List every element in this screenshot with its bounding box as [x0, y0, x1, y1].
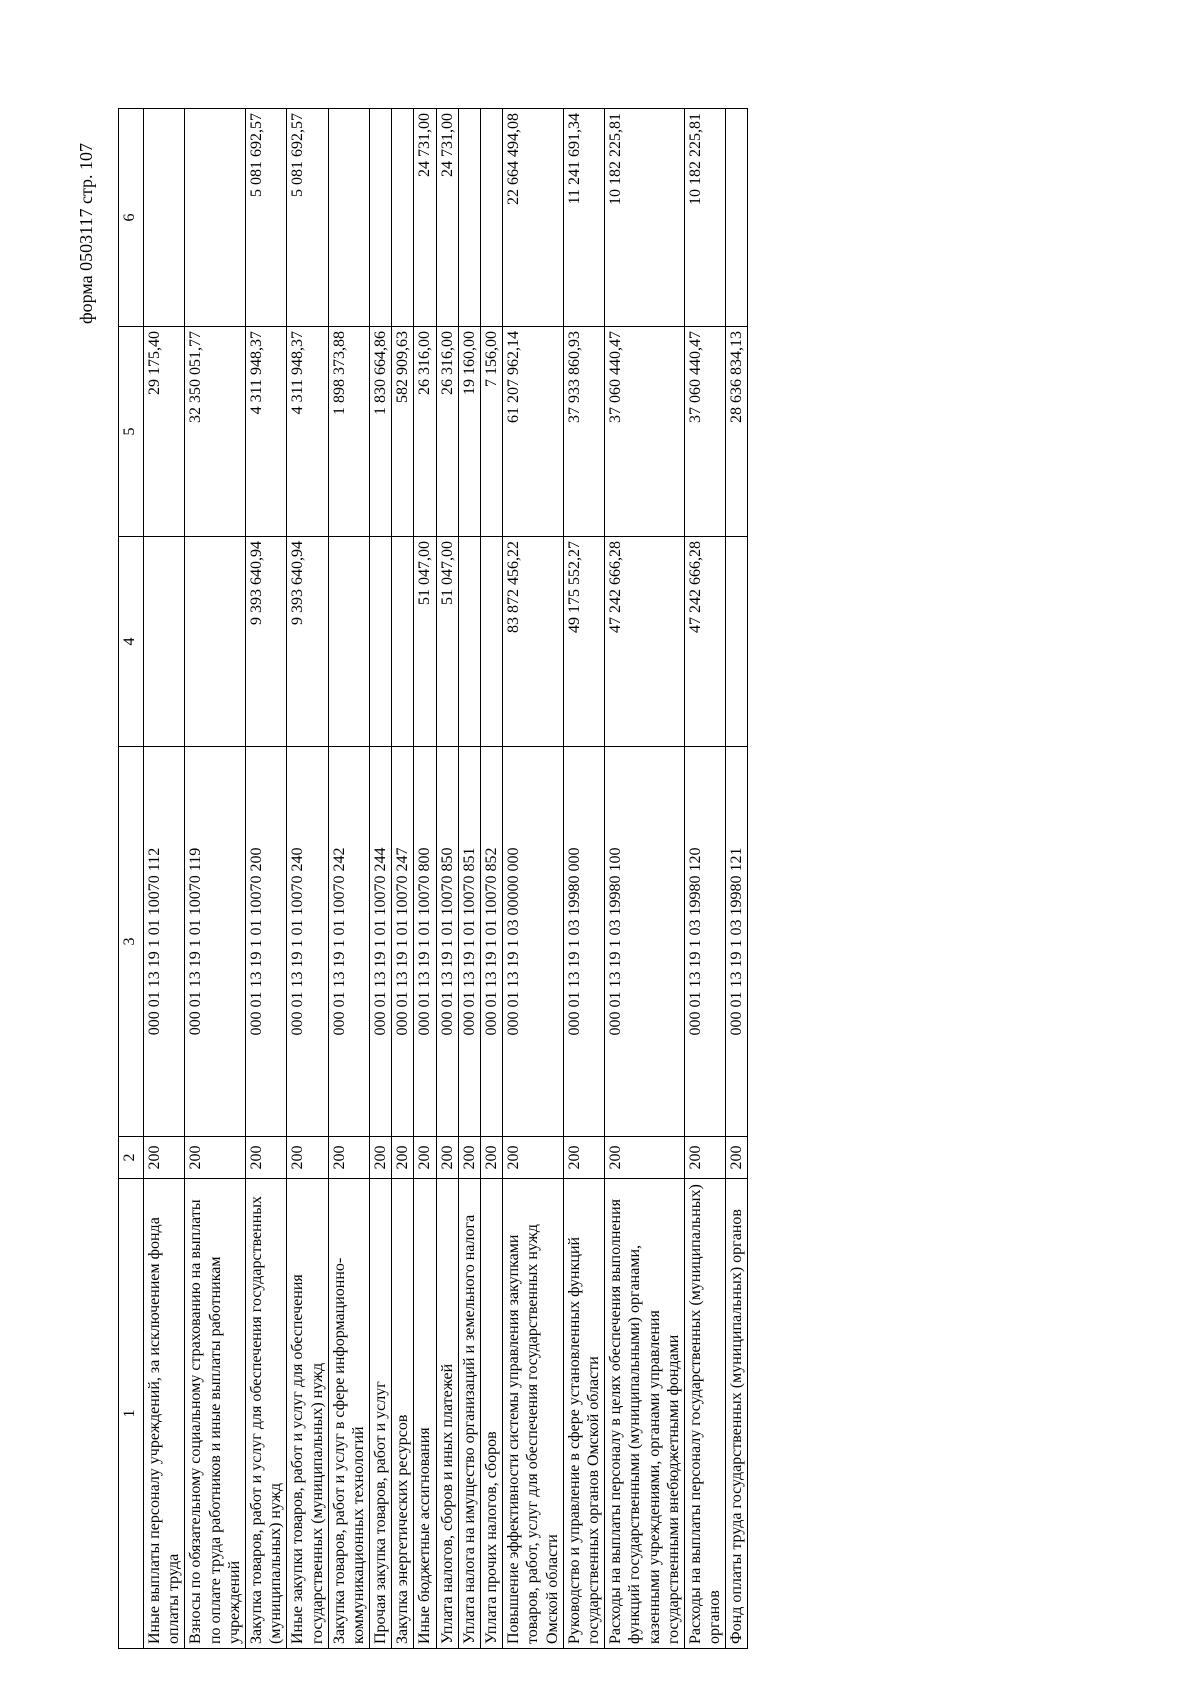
- table-row: [414, 109, 436, 1649]
- row-budget-code: 000 01 13 19 1 01 10070 851: [458, 747, 480, 1137]
- row-value-col6: 10 182 225,81: [605, 109, 685, 327]
- row-value-col4: 51 047,00: [436, 537, 458, 747]
- row-value-col5: 1 898 373,88: [328, 327, 369, 537]
- table-row: [436, 109, 458, 1649]
- row-value-col5: 582 909,63: [392, 327, 414, 537]
- column-header: 2: [119, 1137, 144, 1179]
- row-value-col4: [726, 537, 748, 747]
- row-value-col4: [392, 537, 414, 747]
- row-value-col5: 7 156,00: [481, 327, 503, 537]
- row-value-col6: 11 241 691,34: [563, 109, 604, 327]
- row-value-col5: 29 175,40: [144, 327, 185, 537]
- row-line-code: 200: [726, 1137, 748, 1179]
- row-value-col5: 28 636 834,13: [726, 327, 748, 537]
- row-value-col5: 61 207 962,14: [503, 327, 564, 537]
- column-header: 6: [119, 109, 144, 327]
- row-budget-code: 000 01 13 19 1 01 10070 852: [481, 747, 503, 1137]
- table-body: [144, 109, 748, 1649]
- row-value-col6: 5 081 692,57: [287, 109, 328, 327]
- row-budget-code: 000 01 13 19 1 01 10070 850: [436, 747, 458, 1137]
- row-name: Закупка товаров, работ и услуг в сфере информационно-коммуникационных технологий: [328, 1179, 369, 1649]
- table-row: [185, 109, 246, 1649]
- row-value-col4: [370, 537, 392, 747]
- row-budget-code: 000 01 13 19 1 01 10070 244: [370, 747, 392, 1137]
- row-name: Иные бюджетные ассигнования: [414, 1179, 436, 1649]
- row-value-col6: [458, 109, 480, 327]
- table-row: [726, 109, 748, 1649]
- table-row: [328, 109, 369, 1649]
- row-name: Прочая закупка товаров, работ и услуг: [370, 1179, 392, 1649]
- row-value-col4: 49 175 552,27: [563, 537, 604, 747]
- row-value-col5: 19 160,00: [458, 327, 480, 537]
- row-line-code: 200: [414, 1137, 436, 1179]
- table-row: [503, 109, 564, 1649]
- row-budget-code: 000 01 13 19 1 01 10070 242: [328, 747, 369, 1137]
- row-name: Повышение эффективности системы управления закупками товаров, работ, услуг для обеспечения государственных нужд Омской области: [503, 1179, 564, 1649]
- table-row: [684, 109, 725, 1649]
- row-name: Закупка товаров, работ и услуг для обеспечения государственных (муниципальных) нужд: [245, 1179, 286, 1649]
- row-line-code: 200: [605, 1137, 685, 1179]
- row-value-col6: [481, 109, 503, 327]
- row-value-col6: 22 664 494,08: [503, 109, 564, 327]
- row-budget-code: 000 01 13 19 1 01 10070 240: [287, 747, 328, 1137]
- row-value-col4: [144, 537, 185, 747]
- row-line-code: 200: [185, 1137, 246, 1179]
- row-value-col6: 10 182 225,81: [684, 109, 725, 327]
- row-line-code: 200: [481, 1137, 503, 1179]
- row-line-code: 200: [287, 1137, 328, 1179]
- row-line-code: 200: [503, 1137, 564, 1179]
- row-value-col4: 9 393 640,94: [287, 537, 328, 747]
- row-value-col5: 26 316,00: [436, 327, 458, 537]
- row-line-code: 200: [684, 1137, 725, 1179]
- table-row: [245, 109, 286, 1649]
- row-name: Уплата налогов, сборов и иных платежей: [436, 1179, 458, 1649]
- column-header: 5: [119, 327, 144, 537]
- row-budget-code: 000 01 13 19 1 03 19980 000: [563, 747, 604, 1137]
- row-value-col5: 4 311 948,37: [287, 327, 328, 537]
- column-number-row: [119, 109, 144, 1649]
- row-value-col6: 24 731,00: [436, 109, 458, 327]
- table-row: [144, 109, 185, 1649]
- row-value-col5: 4 311 948,37: [245, 327, 286, 537]
- row-budget-code: 000 01 13 19 1 01 10070 200: [245, 747, 286, 1137]
- table-row: [370, 109, 392, 1649]
- row-budget-code: 000 01 13 19 1 03 19980 100: [605, 747, 685, 1137]
- column-header: 3: [119, 747, 144, 1137]
- row-value-col6: [392, 109, 414, 327]
- row-line-code: 200: [370, 1137, 392, 1179]
- row-budget-code: 000 01 13 19 1 03 19980 121: [726, 747, 748, 1137]
- row-line-code: 200: [245, 1137, 286, 1179]
- row-name: Расходы на выплаты персоналу в целях обеспечения выполнения функций государственными (муниципальными) органами, казенными учреждениями, органами управления государственными внебюджетными фондами: [605, 1179, 685, 1649]
- table-row: [563, 109, 604, 1649]
- row-value-col6: [370, 109, 392, 327]
- table-row: [287, 109, 328, 1649]
- column-header: 4: [119, 537, 144, 747]
- row-line-code: 200: [392, 1137, 414, 1179]
- row-value-col4: 51 047,00: [414, 537, 436, 747]
- rotated-report-page: [118, 109, 1058, 1649]
- row-value-col6: [185, 109, 246, 327]
- row-value-col4: 9 393 640,94: [245, 537, 286, 747]
- expenses-table: [118, 108, 748, 1649]
- row-value-col6: [726, 109, 748, 327]
- row-line-code: 200: [328, 1137, 369, 1179]
- row-budget-code: 000 01 13 19 1 03 00000 000: [503, 747, 564, 1137]
- column-header: 1: [119, 1179, 144, 1649]
- row-value-col6: [328, 109, 369, 327]
- row-line-code: 200: [144, 1137, 185, 1179]
- row-name: Фонд оплаты труда государственных (муниципальных) органов: [726, 1179, 748, 1649]
- row-value-col5: 26 316,00: [414, 327, 436, 537]
- form-page-label: форма 0503117 стр. 107: [76, 142, 96, 324]
- row-value-col5: 32 350 051,77: [185, 327, 246, 537]
- row-value-col4: [458, 537, 480, 747]
- table-row: [605, 109, 685, 1649]
- row-value-col4: 47 242 666,28: [605, 537, 685, 747]
- table-row: [392, 109, 414, 1649]
- row-line-code: 200: [458, 1137, 480, 1179]
- row-value-col4: 47 242 666,28: [684, 537, 725, 747]
- row-value-col4: 83 872 456,22: [503, 537, 564, 747]
- table-row: [481, 109, 503, 1649]
- row-value-col6: 5 081 692,57: [245, 109, 286, 327]
- row-value-col4: [185, 537, 246, 747]
- row-budget-code: 000 01 13 19 1 01 10070 112: [144, 747, 185, 1137]
- row-budget-code: 000 01 13 19 1 01 10070 800: [414, 747, 436, 1137]
- row-name: Уплата прочих налогов, сборов: [481, 1179, 503, 1649]
- row-budget-code: 000 01 13 19 1 03 19980 120: [684, 747, 725, 1137]
- row-name: Иные выплаты персоналу учреждений, за исключением фонда оплаты труда: [144, 1179, 185, 1649]
- row-budget-code: 000 01 13 19 1 01 10070 247: [392, 747, 414, 1137]
- row-line-code: 200: [563, 1137, 604, 1179]
- row-name: Иные закупки товаров, работ и услуг для обеспечения государственных (муниципальных) нужд: [287, 1179, 328, 1649]
- row-name: Руководство и управление в сфере установленных функций государственных органов Омской области: [563, 1179, 604, 1649]
- row-value-col4: [481, 537, 503, 747]
- row-value-col5: 37 060 440,47: [605, 327, 685, 537]
- row-value-col5: 37 933 860,93: [563, 327, 604, 537]
- row-value-col5: 1 830 664,86: [370, 327, 392, 537]
- row-name: Расходы на выплаты персоналу государственных (муниципальных) органов: [684, 1179, 725, 1649]
- row-value-col5: 37 060 440,47: [684, 327, 725, 537]
- row-line-code: 200: [436, 1137, 458, 1179]
- row-budget-code: 000 01 13 19 1 01 10070 119: [185, 747, 246, 1137]
- table-row: [458, 109, 480, 1649]
- row-name: Уплата налога на имущество организаций и земельного налога: [458, 1179, 480, 1649]
- row-name: Взносы по обязательному социальному страхованию на выплаты по оплате труда работников и иные выплаты работникам учреждений: [185, 1179, 246, 1649]
- row-value-col6: [144, 109, 185, 327]
- row-value-col4: [328, 537, 369, 747]
- row-value-col6: 24 731,00: [414, 109, 436, 327]
- row-name: Закупка энергетических ресурсов: [392, 1179, 414, 1649]
